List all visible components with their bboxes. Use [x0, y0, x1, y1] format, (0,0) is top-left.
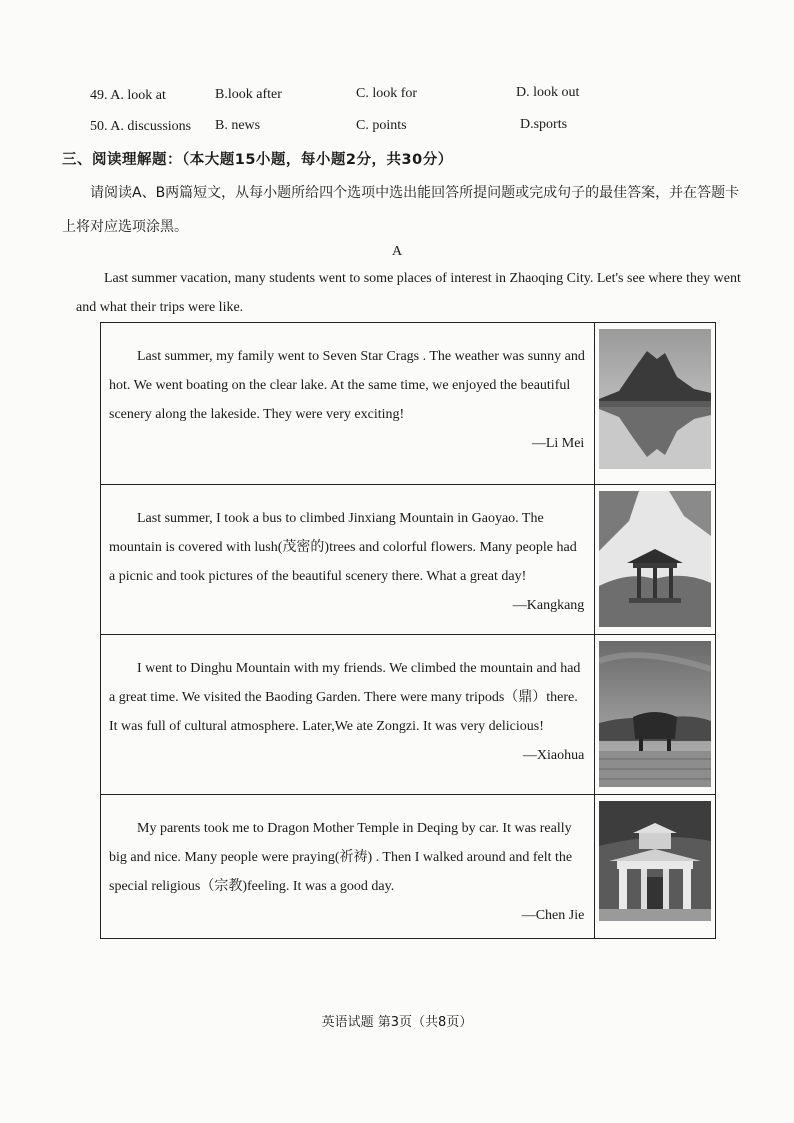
post-author: —Li Mei: [531, 436, 585, 451]
section-heading: 三、阅读理解题：（本大题15小题，每小题2分，共30分）: [62, 152, 453, 168]
passage-intro: Last summer vacation, many students went to some places of interest in Zhaoqing City. Let's see where they went and what their trips were like.: [76, 271, 741, 315]
post-row: [101, 323, 716, 485]
temple-gate-photo-icon: [599, 801, 711, 921]
option-49b: B.look after: [215, 87, 282, 102]
post-row: [101, 485, 716, 635]
post-text: My parents took me to Dragon Mother Temple in Deqing by car. It was really big and nice. Many people were praying(祈祷) . Then I walked around and felt the special religious（宗教)feeling. It was a good day.: [109, 821, 573, 894]
post-author: —Xiaohua: [522, 748, 585, 763]
page-footer: 英语试题 第3页（共8页）: [321, 1015, 473, 1030]
option-49c: C. look for: [356, 86, 418, 101]
post-row: [101, 795, 716, 939]
post-row: [101, 635, 716, 795]
post-text: I went to Dinghu Mountain with my friends. We climbed the mountain and had a great time. We visited the Baoding Garden. There were many tripods（鼎）there. It was full of cultural atmosphere. Later,We ate Zongzi. It was very delicious!: [109, 661, 581, 734]
section-instruction: 请阅读A、B两篇短文，从每小题所给四个选项中选出能回答所提问题或完成句子的最佳答案，并在答题卡上将对应选项涂黑。: [62, 185, 740, 235]
post-author: —Kangkang: [512, 598, 585, 613]
crag-lake-photo-icon: [599, 329, 711, 469]
option-49a: 49. A. look at: [90, 88, 166, 103]
post-author: —Chen Jie: [521, 908, 585, 923]
posts-table: [100, 322, 716, 939]
option-50b: B. news: [215, 118, 261, 133]
passage-label: A: [391, 244, 403, 259]
option-50c: C. points: [356, 118, 407, 133]
pavilion-photo-icon: [599, 491, 711, 627]
option-49d: D. look out: [516, 85, 580, 100]
post-text: Last summer, I took a bus to climbed Jinxiang Mountain in Gaoyao. The mountain is covered with lush(茂密的)trees and colorful flowers. Many people had a picnic and took pictures of the beautiful scenery there. What a great day!: [109, 511, 577, 584]
option-50a: 50. A. discussions: [90, 119, 192, 134]
post-text: Last summer, my family went to Seven Star Crags . The weather was sunny and hot. We went boating on the clear lake. At the same time, we enjoyed the beautiful scenery along the lakeside. They were very exciting!: [109, 349, 585, 422]
option-50d: D.sports: [520, 117, 568, 132]
tripod-photo-icon: [599, 641, 711, 787]
